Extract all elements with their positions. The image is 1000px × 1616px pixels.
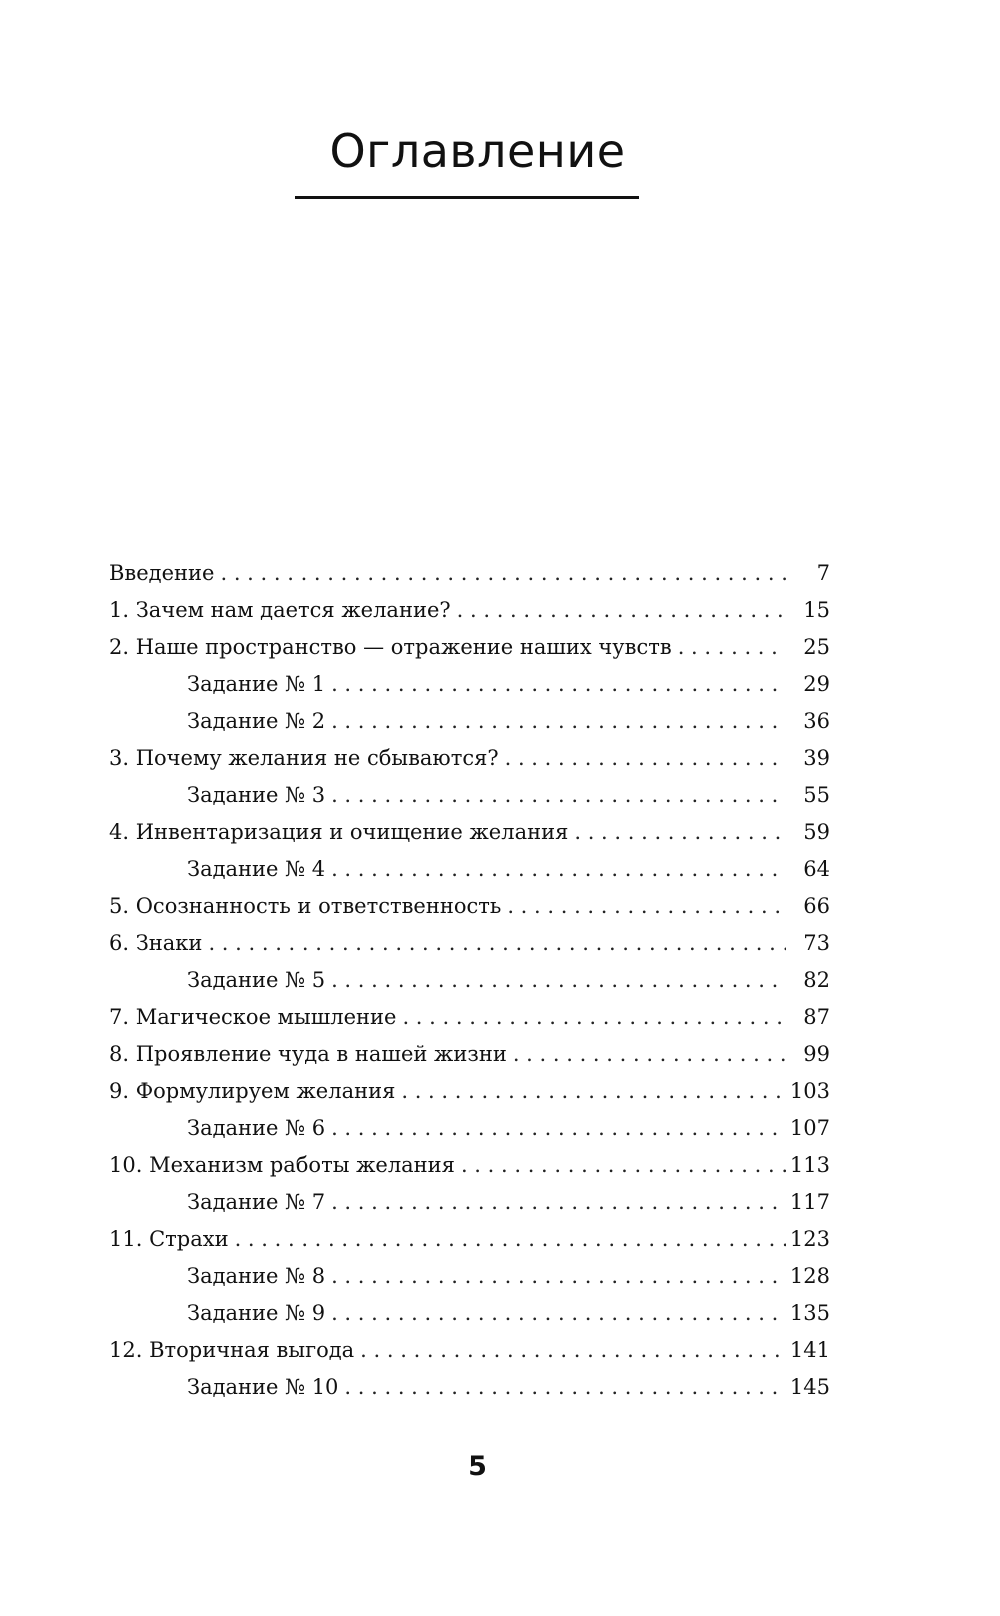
toc-entry-page: 15 <box>803 598 830 622</box>
toc-entry-label: Задание № 2 <box>187 709 326 733</box>
toc-subentry <box>109 703 830 740</box>
toc-entry-label: Задание № 4 <box>187 857 326 881</box>
toc-entry-label: 10. Механизм работы желания <box>109 1153 455 1177</box>
toc-entry-page: 59 <box>803 820 830 844</box>
toc-subentry <box>109 1258 830 1295</box>
toc-entry-page: 87 <box>803 1005 830 1029</box>
toc-entry-label: 6. Знаки <box>109 931 203 955</box>
toc-leader-dots <box>331 962 786 999</box>
toc-entry-label: Введение <box>109 561 215 585</box>
toc-entry-label: Задание № 10 <box>187 1375 339 1399</box>
toc-leader-dots <box>331 666 786 703</box>
toc-leader-dots <box>331 1295 786 1332</box>
toc-entry <box>109 1036 830 1073</box>
toc-entry-label: 5. Осознанность и ответственность <box>109 894 502 918</box>
toc-entry-label: Задание № 7 <box>187 1190 326 1214</box>
toc-leader-dots <box>235 1221 786 1258</box>
toc-entry <box>109 814 830 851</box>
toc-entry <box>109 629 830 666</box>
page-title: Оглавление <box>329 124 626 178</box>
toc-leader-dots <box>360 1332 786 1369</box>
toc-leader-dots <box>461 1147 786 1184</box>
toc-leader-dots <box>331 851 786 888</box>
toc-entry-label: 2. Наше пространство — отражение наших чувств <box>109 635 672 659</box>
page-number: 5 <box>468 1451 487 1482</box>
toc-entry-page: 36 <box>803 709 830 733</box>
toc-leader-dots <box>220 555 786 592</box>
toc-leader-dots <box>507 888 786 925</box>
toc-entry-label: 4. Инвентаризация и очищение желания <box>109 820 569 844</box>
toc-entry-page: 25 <box>803 635 830 659</box>
toc-leader-dots <box>331 1258 786 1295</box>
toc-entry <box>109 925 830 962</box>
toc-entry-page: 107 <box>789 1116 830 1140</box>
toc-subentry <box>109 851 830 888</box>
toc-entry-label: 7. Магическое мышление <box>109 1005 397 1029</box>
toc-entry <box>109 888 830 925</box>
toc-entry-page: 29 <box>803 672 830 696</box>
toc-entry-page: 113 <box>789 1153 830 1177</box>
toc-entry-label: 9. Формулируем желания <box>109 1079 396 1103</box>
toc-subentry <box>109 1184 830 1221</box>
toc-entry-page: 103 <box>789 1079 830 1103</box>
toc-subentry <box>109 1110 830 1147</box>
toc-leader-dots <box>457 592 786 629</box>
toc-entry-label: Задание № 5 <box>187 968 326 992</box>
toc-entry-label: Задание № 3 <box>187 783 326 807</box>
toc-entry-page: 66 <box>803 894 830 918</box>
toc-leader-dots <box>331 1184 786 1221</box>
toc-leader-dots <box>401 1073 786 1110</box>
toc-subentry <box>109 1369 830 1406</box>
toc-entry-label: 1. Зачем нам дается желание? <box>109 598 451 622</box>
title-underline <box>295 196 639 199</box>
toc-subentry <box>109 1295 830 1332</box>
toc-leader-dots <box>344 1369 786 1406</box>
toc-leader-dots <box>331 777 786 814</box>
toc-entry-page: 128 <box>789 1264 830 1288</box>
toc-entry <box>109 1221 830 1258</box>
toc-entry-page: 82 <box>803 968 830 992</box>
toc-entry <box>109 1073 830 1110</box>
toc-subentry <box>109 777 830 814</box>
toc-entry-page: 7 <box>816 561 830 585</box>
toc-leader-dots <box>505 740 786 777</box>
toc-entry-page: 135 <box>789 1301 830 1325</box>
toc-entry-page: 55 <box>803 783 830 807</box>
toc-entry-page: 123 <box>789 1227 830 1251</box>
toc-entry <box>109 592 830 629</box>
toc-entry-page: 145 <box>789 1375 830 1399</box>
toc-entry-label: Задание № 9 <box>187 1301 326 1325</box>
toc-leader-dots <box>678 629 786 666</box>
toc-entry <box>109 555 830 592</box>
toc-entry-label: 3. Почему желания не сбываются? <box>109 746 499 770</box>
toc-entry-label: Задание № 1 <box>187 672 326 696</box>
toc-entry <box>109 999 830 1036</box>
toc-entry <box>109 1332 830 1369</box>
toc-leader-dots <box>331 1110 786 1147</box>
toc-leader-dots <box>331 703 786 740</box>
toc-entry-page: 117 <box>789 1190 830 1214</box>
toc-entry-page: 39 <box>803 746 830 770</box>
toc-leader-dots <box>574 814 786 851</box>
toc-subentry <box>109 962 830 999</box>
toc-entry-page: 73 <box>803 931 830 955</box>
toc-entry-page: 141 <box>789 1338 830 1362</box>
toc-leader-dots <box>402 999 786 1036</box>
toc-subentry <box>109 666 830 703</box>
toc-entry-label: Задание № 8 <box>187 1264 326 1288</box>
toc-entry <box>109 740 830 777</box>
toc-entry-page: 64 <box>803 857 830 881</box>
toc-leader-dots <box>208 925 786 962</box>
table-of-contents <box>109 555 830 1406</box>
toc-entry-label: 12. Вторичная выгода <box>109 1338 355 1362</box>
toc-entry-label: 8. Проявление чуда в нашей жизни <box>109 1042 507 1066</box>
toc-entry-label: Задание № 6 <box>187 1116 326 1140</box>
toc-entry-label: 11. Страхи <box>109 1227 229 1251</box>
toc-entry <box>109 1147 830 1184</box>
toc-entry-page: 99 <box>803 1042 830 1066</box>
toc-leader-dots <box>513 1036 786 1073</box>
